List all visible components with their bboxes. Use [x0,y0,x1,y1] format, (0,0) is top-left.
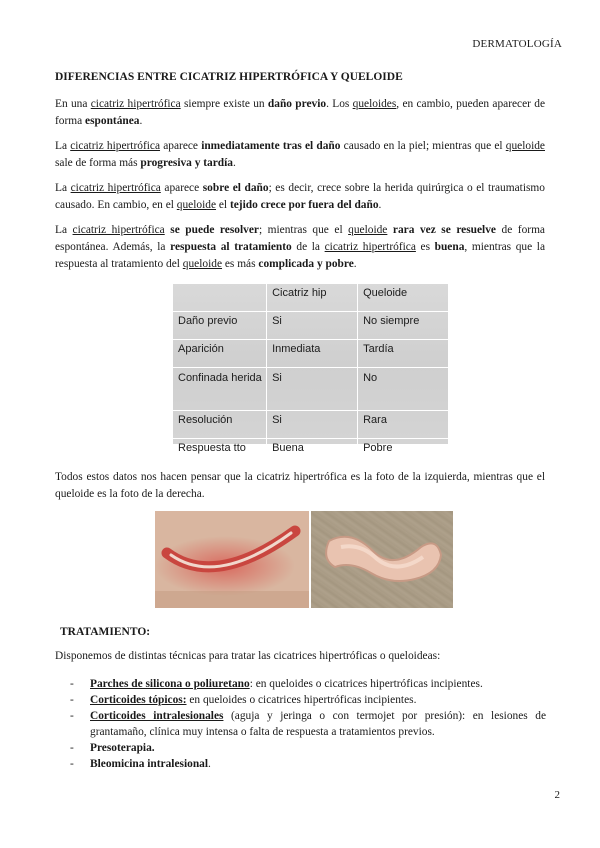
table-row [173,368,449,411]
list-item: - Parches de silicona o poliuretano: en queloides o cicatrices hipertróficas incipientes. [70,678,483,690]
paragraph-1: En una cicatriz hipertrófica siempre existe un daño previo. Los queloides, en cambio, pueden aparecer de forma espontánea. [55,98,545,127]
table-cell: Daño previo [173,312,267,340]
table-cell: Rara [358,411,449,439]
table-cell: Confinada herida [173,368,267,411]
list-item: - Corticoides intralesionales (aguja y jeringa o con termojet por presión): en lesiones de grantamaño, clínica muy intensa o falta de respuesta a tratamientos previos. [70,710,547,738]
paragraph-2: La cicatriz hipertrófica aparece inmediatamente tras el daño causado en la piel; mientras que el queloide sale de forma más progresiva y tardía. [55,140,545,169]
paragraph-6: Disponemos de distintas técnicas para tratar las cicatrices hipertróficas o queloideas: [55,650,441,662]
table-header-cell [173,284,267,312]
hypertrophic-scar-photo [155,511,309,608]
table-row [173,439,449,467]
paragraph-3: La cicatriz hipertrófica aparece sobre el daño; es decir, crece sobre la herida quirúrgica o el traumatismo causado. En cambio, en el queloide el tejido crece por fuera del daño. [55,182,545,211]
table-cell: No [358,368,449,411]
table-header-row [173,284,449,312]
table-cell: Si [267,411,358,439]
table-cell: Pobre [358,439,449,467]
table-row [173,312,449,340]
treatment-title: TRATAMIENTO: [60,626,151,638]
table-cell: Si [267,312,358,340]
keloid-image [311,511,453,608]
page-header: DERMATOLOGÍA [472,38,562,50]
table-row [173,411,449,439]
table-cell: Aparición [173,340,267,368]
list-item: - Bleomicina intralesional. [70,758,211,770]
table-cell: Buena [267,439,358,467]
keloid-photo [311,511,453,608]
table-row [173,340,449,368]
table-cell: Inmediata [267,340,358,368]
table-cell: Si [267,368,358,411]
table-cell: No siempre [358,312,449,340]
table-header-cell: Queloide [358,284,449,312]
list-item: - Presoterapia. [70,742,155,754]
list-item: - Corticoides tópicos: en queloides o cicatrices hipertróficas incipientes. [70,694,417,706]
section-title: DIFERENCIAS ENTRE CICATRIZ HIPERTRÓFICA Y QUELOIDE [55,71,403,83]
table-cell: Tardía [358,340,449,368]
paragraph-4: La cicatriz hipertrófica se puede resolver; mientras que el queloide rara vez se resuelve de forma espontánea. Además, la respuesta al tratamiento de la cicatriz hipertrófica es buena, mientras que la respuesta al tratamiento del queloide es más complicada y pobre. [55,224,546,270]
table-cell: Respuesta tto [173,439,267,467]
hypertrophic-scar-image [155,511,309,608]
table-cell: Resolución [173,411,267,439]
table-header-cell: Cicatriz hip [267,284,358,312]
page-number: 2 [554,789,560,801]
paragraph-5: Todos estos datos nos hacen pensar que la cicatriz hipertrófica es la foto de la izquierda, mientras que el queloide es la foto de la derecha. [55,471,545,500]
treatment-list [70,676,546,772]
comparison-table [172,283,449,454]
